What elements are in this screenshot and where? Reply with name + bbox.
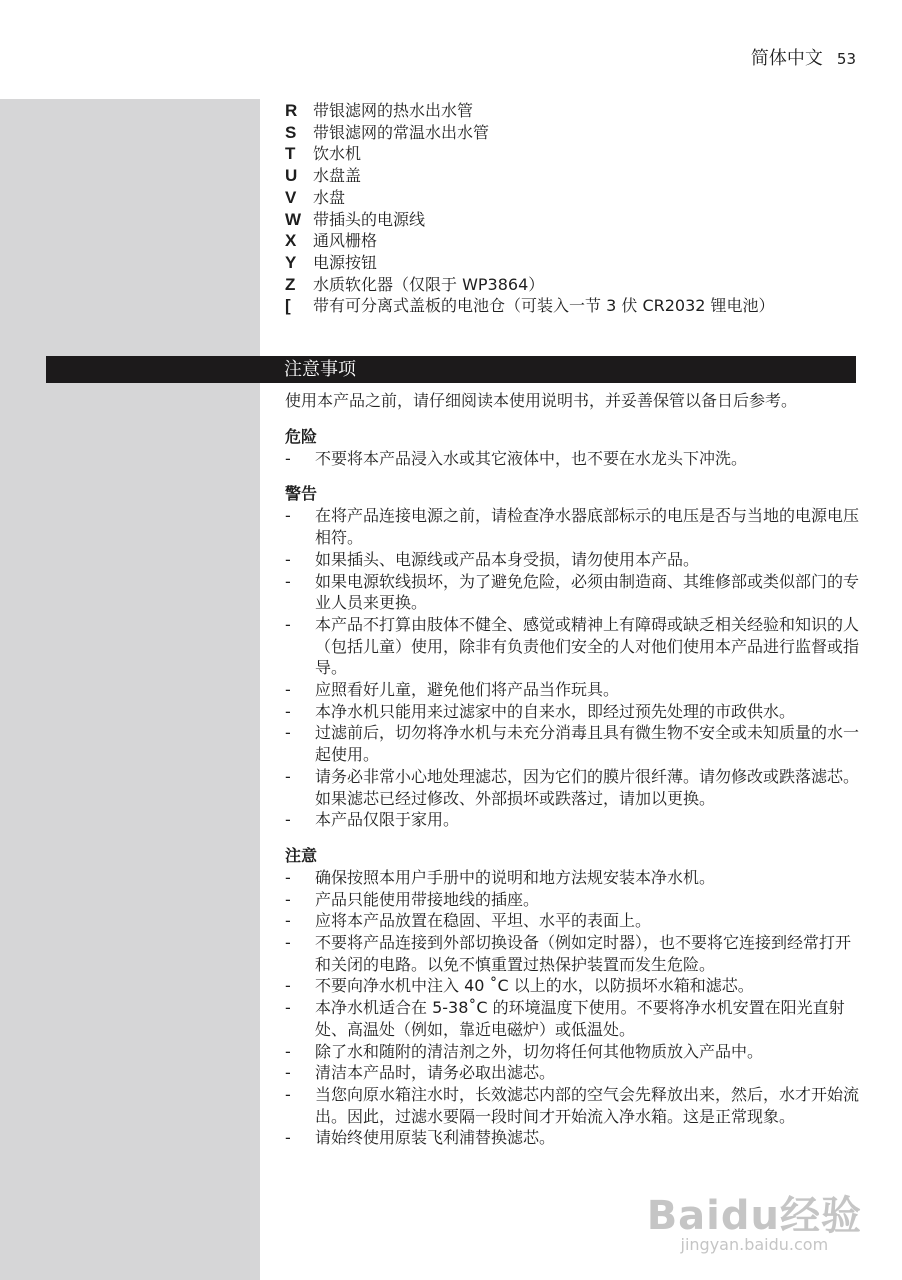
parts-list	[285, 100, 860, 317]
list-item-text: 请始终使用原装飞利浦替换滤芯。	[315, 1128, 556, 1148]
list-item	[285, 1127, 860, 1149]
list-item-text: 应将本产品放置在稳固、平坦、水平的表面上。	[315, 911, 652, 931]
part-description: 水质软化器（仅限于 WP3864）	[313, 274, 545, 294]
list-item-text: 在将产品连接电源之前，请检查净水器底部标示的电压是否与当地的电源电压相符。	[315, 506, 860, 548]
list-item	[285, 1041, 860, 1063]
part-description: 带有可分离式盖板的电池仓（可装入一节 3 伏 CR2032 锂电池）	[313, 296, 775, 316]
bullet-dash: -	[285, 933, 291, 953]
bullet-dash: -	[285, 976, 291, 996]
list-item	[285, 505, 860, 548]
list-item	[285, 1084, 860, 1127]
intro-paragraph: 使用本产品之前，请仔细阅读本使用说明书，并妥善保管以备日后参考。	[285, 391, 798, 410]
part-item	[285, 100, 860, 122]
part-letter: [	[285, 296, 291, 316]
bullet-list	[285, 867, 860, 1149]
list-item	[285, 614, 860, 679]
list-item	[285, 701, 860, 723]
part-letter: W	[285, 209, 302, 229]
part-description: 电源按钮	[313, 252, 378, 272]
part-item	[285, 274, 860, 296]
part-letter: Z	[285, 274, 296, 294]
bullet-dash: -	[285, 680, 291, 700]
bullet-dash: -	[285, 723, 291, 743]
list-item	[285, 722, 860, 765]
section-title-bar	[46, 356, 856, 383]
bullet-dash: -	[285, 911, 291, 931]
list-item-text: 如果插头、电源线或产品本身受损，请勿使用本产品。	[315, 549, 700, 569]
bullet-dash: -	[285, 766, 291, 786]
list-item-text: 不要将本产品浸入水或其它液体中，也不要在水龙头下冲洗。	[315, 448, 748, 468]
list-item-text: 应照看好儿童，避免他们将产品当作玩具。	[315, 680, 620, 700]
page-number: 53	[836, 50, 856, 68]
part-letter: Y	[285, 252, 297, 272]
bullet-dash: -	[285, 998, 291, 1018]
list-item-text: 确保按照本用户手册中的说明和地方法规安装本净水机。	[315, 867, 716, 887]
list-item-text: 本产品仅限于家用。	[315, 810, 460, 830]
section-title: 注意事项	[284, 359, 356, 380]
list-item	[285, 809, 860, 831]
part-description: 饮水机	[313, 144, 362, 164]
bullet-dash: -	[285, 571, 291, 591]
left-gray-margin	[0, 99, 260, 1280]
list-item-text: 本净水机适合在 5-38˚C 的环境温度下使用。不要将净水机安置在阳光直射处、高温处（例如，靠近电磁炉）或低温处。	[315, 998, 845, 1039]
part-description: 带银滤网的常温水出水管	[313, 122, 490, 142]
bullet-dash: -	[285, 701, 291, 721]
list-item-text: 不要将产品连接到外部切换设备（例如定时器），也不要将它连接到经常打开和关闭的电路。以免不慎重置过热保护装置而发生危险。	[315, 933, 852, 974]
list-item-text: 请务必非常小心地处理滤芯，因为它们的膜片很纤薄。请勿修改或跌落滤芯。如果滤芯已经过修改、外部损坏或跌落过，请加以更换。	[315, 766, 860, 808]
list-item-text: 不要向净水机中注入 40 ˚C 以上的水，以防损坏水箱和滤芯。	[315, 976, 754, 996]
bullet-dash: -	[285, 1041, 291, 1061]
part-letter: R	[285, 101, 298, 120]
part-description: 水盘盖	[313, 166, 362, 186]
list-item-text: 产品只能使用带接地线的插座。	[315, 889, 540, 909]
list-item	[285, 549, 860, 571]
list-item-text: 过滤前后，切勿将净水机与未充分消毒且具有微生物不安全或未知质量的水一起使用。	[315, 723, 860, 765]
group-heading: 危险	[285, 426, 318, 446]
part-item	[285, 143, 860, 165]
list-item-text: 清洁本产品时，请务必取出滤芯。	[315, 1063, 556, 1083]
list-item	[285, 932, 860, 975]
bullet-dash: -	[285, 1084, 291, 1104]
part-item	[285, 230, 860, 252]
bullet-dash: -	[285, 448, 291, 468]
part-item	[285, 122, 860, 144]
part-item	[285, 295, 860, 317]
part-letter: T	[285, 144, 296, 164]
part-description: 带银滤网的热水出水管	[313, 101, 474, 120]
bullet-dash: -	[285, 506, 291, 526]
part-description: 通风栅格	[313, 231, 378, 251]
bullet-dash: -	[285, 1063, 291, 1083]
watermark-logo: Baidu经验	[646, 1193, 862, 1239]
bullet-dash: -	[285, 810, 291, 830]
list-item	[285, 997, 860, 1040]
part-description: 水盘	[313, 187, 346, 207]
part-item	[285, 165, 860, 187]
list-item-text: 如果电源软线损坏，为了避免危险，必须由制造商、其维修部或类似部门的专业人员来更换。	[315, 571, 860, 613]
bullet-list	[285, 505, 860, 831]
bullet-dash: -	[285, 1128, 291, 1148]
group-heading: 注意	[285, 845, 318, 865]
part-description: 带插头的电源线	[313, 209, 426, 229]
page-header	[751, 44, 856, 70]
list-item	[285, 571, 860, 614]
list-item	[285, 910, 860, 932]
list-item	[285, 1062, 860, 1084]
list-item-text: 本净水机只能用来过滤家中的自来水，即经过预先处理的市政供水。	[315, 701, 796, 721]
list-item	[285, 679, 860, 701]
bullet-dash: -	[285, 614, 291, 634]
part-item	[285, 252, 860, 274]
part-item	[285, 187, 860, 209]
watermark	[647, 1184, 862, 1254]
list-item	[285, 975, 860, 997]
list-item-text: 本产品不打算由肢体不健全、感觉或精神上有障碍或缺乏相关经验和知识的人（包括儿童）使用，除非有负责他们安全的人对他们使用本产品进行监督或指导。	[315, 614, 860, 678]
group-heading: 警告	[285, 484, 318, 504]
part-letter: S	[285, 122, 297, 142]
part-letter: X	[285, 231, 297, 251]
part-letter: V	[285, 187, 297, 207]
list-item	[285, 867, 860, 889]
part-letter: U	[285, 166, 298, 186]
part-item	[285, 209, 860, 231]
list-item-text: 除了水和随附的清洁剂之外，切勿将任何其他物质放入产品中。	[315, 1041, 764, 1061]
bullet-dash: -	[285, 889, 291, 909]
list-item	[285, 448, 860, 470]
safety-section	[285, 390, 860, 1149]
bullet-list	[285, 448, 860, 470]
list-item-text: 当您向原水箱注水时，长效滤芯内部的空气会先释放出来，然后，水才开始流出。因此，过滤水要隔一段时间才开始流入净水箱。这是正常现象。	[315, 1084, 860, 1126]
bullet-dash: -	[285, 867, 291, 887]
watermark-url: jingyan.baidu.com	[680, 1235, 829, 1254]
language-label: 简体中文	[750, 48, 823, 69]
list-item	[285, 889, 860, 911]
bullet-dash: -	[285, 549, 291, 569]
list-item	[285, 766, 860, 809]
